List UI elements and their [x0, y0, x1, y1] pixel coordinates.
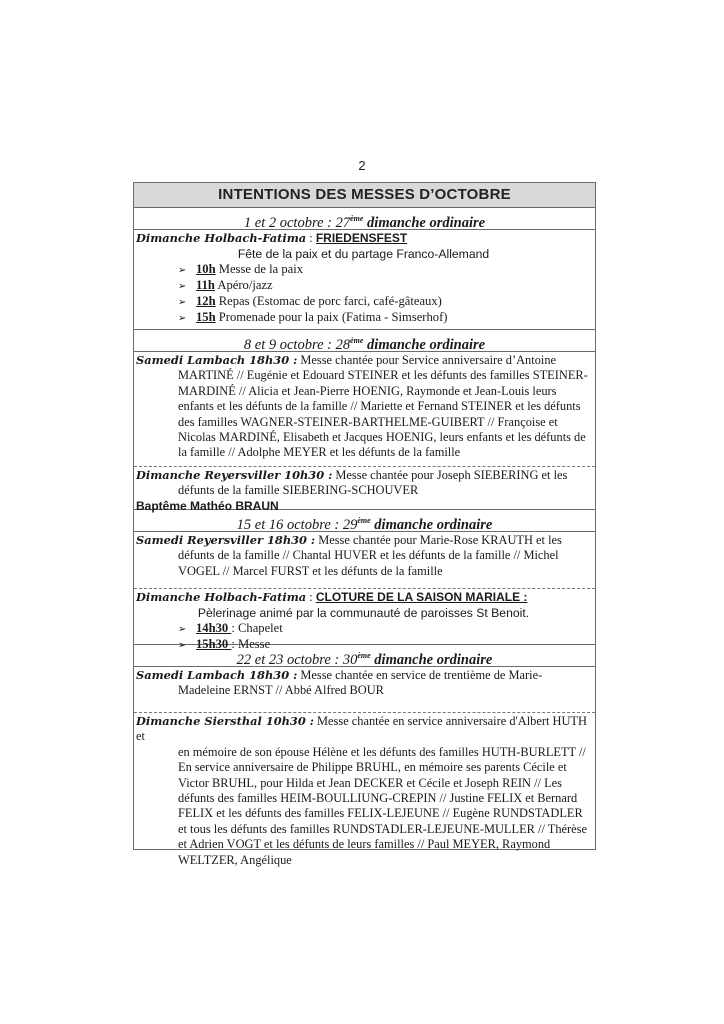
arrowhead-bullet-icon: ➢ [178, 624, 187, 636]
entry-label: Dimanche Siersthal 10h30 : [136, 714, 314, 728]
program-time: 15h [196, 310, 216, 325]
page-number: 2 [358, 158, 366, 173]
intention-entry [134, 588, 595, 652]
intention-text-continued: Madeleine ERNST // Abbé Alfred BOUR [178, 683, 384, 698]
program-item [178, 278, 591, 294]
intention-entry [134, 666, 595, 712]
program-time: 11h [196, 278, 215, 293]
intention-text: Messe chantée pour Service anniversaire d’Antoine [297, 353, 557, 367]
intention-text: Messe chantée pour Marie-Rose KRAUTH et les [315, 533, 562, 547]
intention-text-continued: défunts de la famille SIEBERING-SCHOUVER [178, 483, 419, 498]
intention-text: Messe chantée en service de trentième de Marie- [297, 668, 543, 682]
intention-entry [134, 229, 595, 329]
intention-text-continued: MARTINÉ // Eugénie et Edouard STEINER et les défunts des familles STEINER-MARDINÉ // Alicia et Jean-Pierre HOENIG, Raymonde et Jean-Louis leurs enfants et les défunts de la famille // Mariette et Fernand STEINER et les défunts des familles WAGNER-STEINER-BARTHELME-GUIBERT // Françoise et Nicolas MARDINÉ, Elisabeth et Jacques HOENIG, leurs enfants et les défunts de la famille // Adolphe MEYER et les défunts de la famille [178, 368, 588, 460]
program-list [136, 262, 591, 326]
event-title: FRIEDENSFEST [315, 231, 408, 245]
program-item [178, 262, 591, 278]
program-item [178, 621, 591, 637]
arrowhead-bullet-icon: ➢ [178, 281, 187, 293]
intention-entry [134, 531, 595, 588]
ordinal-suffix: ème [350, 214, 364, 223]
program-time: 12h [196, 294, 216, 309]
program-text: Apéro/jazz [214, 278, 273, 293]
date-text: 8 et 9 octobre : 28 [243, 337, 351, 353]
ordinal-suffix: ème [357, 651, 371, 660]
ordinal-suffix: ème [357, 516, 371, 525]
intention-text-continued: défunts de la famille // Chantal HUVER et les défunts de la famille // Michel VOGEL // Marcel FURST et les défunts de la famille [178, 548, 559, 578]
arrowhead-bullet-icon: ➢ [178, 640, 187, 652]
event-title: CLOTURE DE LA SAISON MARIALE : [315, 590, 528, 604]
program-text: Messe de la paix [215, 262, 304, 277]
sunday-label: dimanche ordinaire [370, 652, 493, 668]
program-text: Repas (Estomac de porc farci, café-gâteaux) [215, 294, 442, 309]
program-item [178, 294, 591, 310]
sunday-label: dimanche ordinaire [363, 337, 486, 353]
event-subtitle: Pèlerinage animé par la communauté de paroisses St Benoit. [197, 606, 530, 621]
program-text: : Messe [231, 637, 271, 652]
intention-text: Messe chantée pour Joseph SIEBERING et les [332, 468, 568, 482]
entry-label: Dimanche Reyersviller 10h30 : [136, 468, 333, 482]
program-text: : Chapelet [231, 621, 283, 636]
entry-label: Samedi Lambach 18h30 : [136, 668, 298, 682]
label-separator: : [306, 231, 316, 245]
weekend-date-heading [134, 329, 595, 351]
label-separator: : [306, 590, 316, 604]
entry-label: Samedi Lambach 18h30 : [136, 353, 298, 367]
baptism-notice: Baptême Mathéo BRAUN [136, 498, 279, 513]
program-text: Promenade pour la paix (Fatima - Simserhof) [215, 310, 448, 325]
table-title: INTENTIONS DES MESSES D’OCTOBRE [134, 183, 595, 207]
entry-label: Dimanche Holbach-Fatima [136, 231, 307, 245]
sunday-label: dimanche ordinaire [363, 215, 486, 231]
arrowhead-bullet-icon: ➢ [178, 313, 187, 325]
entry-label: Samedi Reyersviller 18h30 : [136, 533, 316, 547]
event-subtitle: Fête de la paix et du partage Franco-Allemand [237, 247, 490, 262]
intention-entry [134, 712, 595, 867]
date-text: 1 et 2 octobre : 27 [243, 215, 351, 231]
weekend-date-heading [134, 207, 595, 229]
sunday-label: dimanche ordinaire [370, 517, 493, 533]
intention-text: Messe chantée en service anniversaire d'Albert HUTH et [136, 714, 587, 744]
program-item [178, 310, 591, 326]
arrowhead-bullet-icon: ➢ [178, 265, 187, 277]
program-time: 15h30 [196, 637, 232, 652]
program-time: 14h30 [196, 621, 232, 636]
date-text: 15 et 16 octobre : 29 [236, 517, 358, 533]
arrowhead-bullet-icon: ➢ [178, 297, 187, 309]
intention-entry [134, 351, 595, 466]
program-time: 10h [196, 262, 216, 277]
date-text: 22 et 23 octobre : 30 [236, 652, 358, 668]
mass-intentions-table [133, 182, 596, 867]
intention-text-continued: en mémoire de son épouse Hélène et les défunts des familles HUTH-BURLETT // En service anniversaire de Philippe BRUHL, en mémoire ses parents Cécile et Victor BRUHL, pour Hilda et Jean DECKER et Cécile et Joseph REIN // Les défunts des familles HEIM-BOULLIUNG-CREPIN // Justine FELIX et Bernard FELIX et les défunts des familles FELIX-LEJEUNE // Eugène RUNDSTADLER et tous les défunts des familles RUNDSTADLER-LEJEUNE-MULLER // Thérèse et Adrien VOGT et les défunts de leurs familles // Paul MEYER, Raymond WELTZER, Angélique [178, 744, 587, 867]
entry-label: Dimanche Holbach-Fatima [136, 590, 307, 604]
intention-entry [134, 466, 595, 513]
ordinal-suffix: ème [350, 336, 364, 345]
